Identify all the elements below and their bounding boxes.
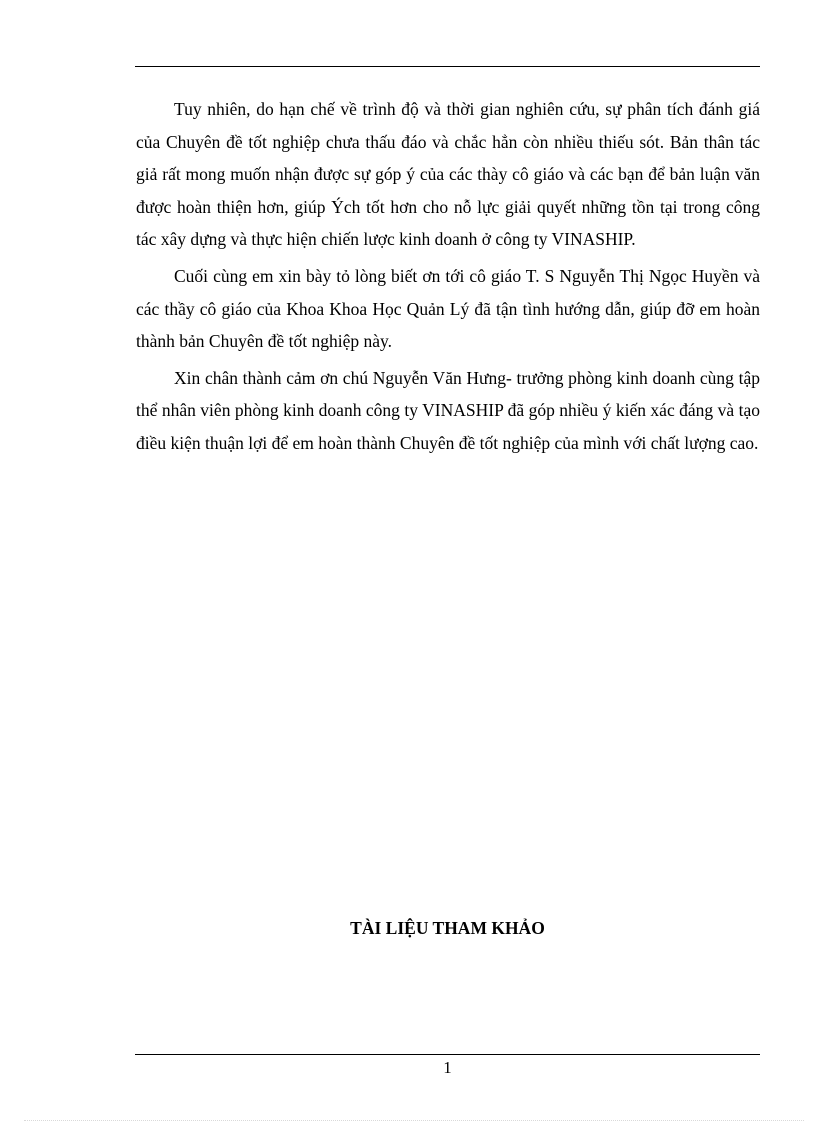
body-text (136, 93, 760, 464)
references-heading: TÀI LIỆU THAM KHẢO (350, 918, 545, 938)
page-break-edge (24, 1120, 804, 1121)
header-rule (135, 66, 760, 67)
paragraph-thanks-advisor: Cuối cùng em xin bày tỏ lòng biết ơn tới cô giáo T. S Nguyễn Thị Ngọc Huyền và các thầy cô giáo của Khoa Khoa Học Quản Lý đã tận tình hướng dẫn, giúp đỡ em hoàn thành bản Chuyên đề tốt nghiệp này. (136, 265, 760, 352)
paragraph-thanks-company: Xin chân thành cảm ơn chú Nguyễn Văn Hưng- trưởng phòng kinh doanh cùng tập thể nhân viên phòng kinh doanh công ty VINASHIP đã góp nhiều ý kiến xác đáng và tạo điều kiện thuận lợi để em hoàn thành Chuyên đề tốt nghiệp của mình với chất lượng cao. (136, 367, 760, 453)
paragraph-limitations: Tuy nhiên, do hạn chế về trình độ và thời gian nghiên cứu, sự phân tích đánh giá của Chuyên đề tốt nghiệp chưa thấu đáo và chắc hẳn còn nhiều thiếu sót. Bản thân tác giả rất mong muốn nhận được sự góp ý của các thày cô giáo và các bạn để bản luận văn được hoàn thiện hơn, giúp Ých tốt hơn cho nỗ lực giải quyết những tồn tại trong công tác xây dựng và thực hiện chiến lược kinh doanh ở công ty VINASHIP. (136, 99, 760, 250)
page-number: 1 (443, 1058, 452, 1077)
footer-rule (135, 1054, 760, 1055)
